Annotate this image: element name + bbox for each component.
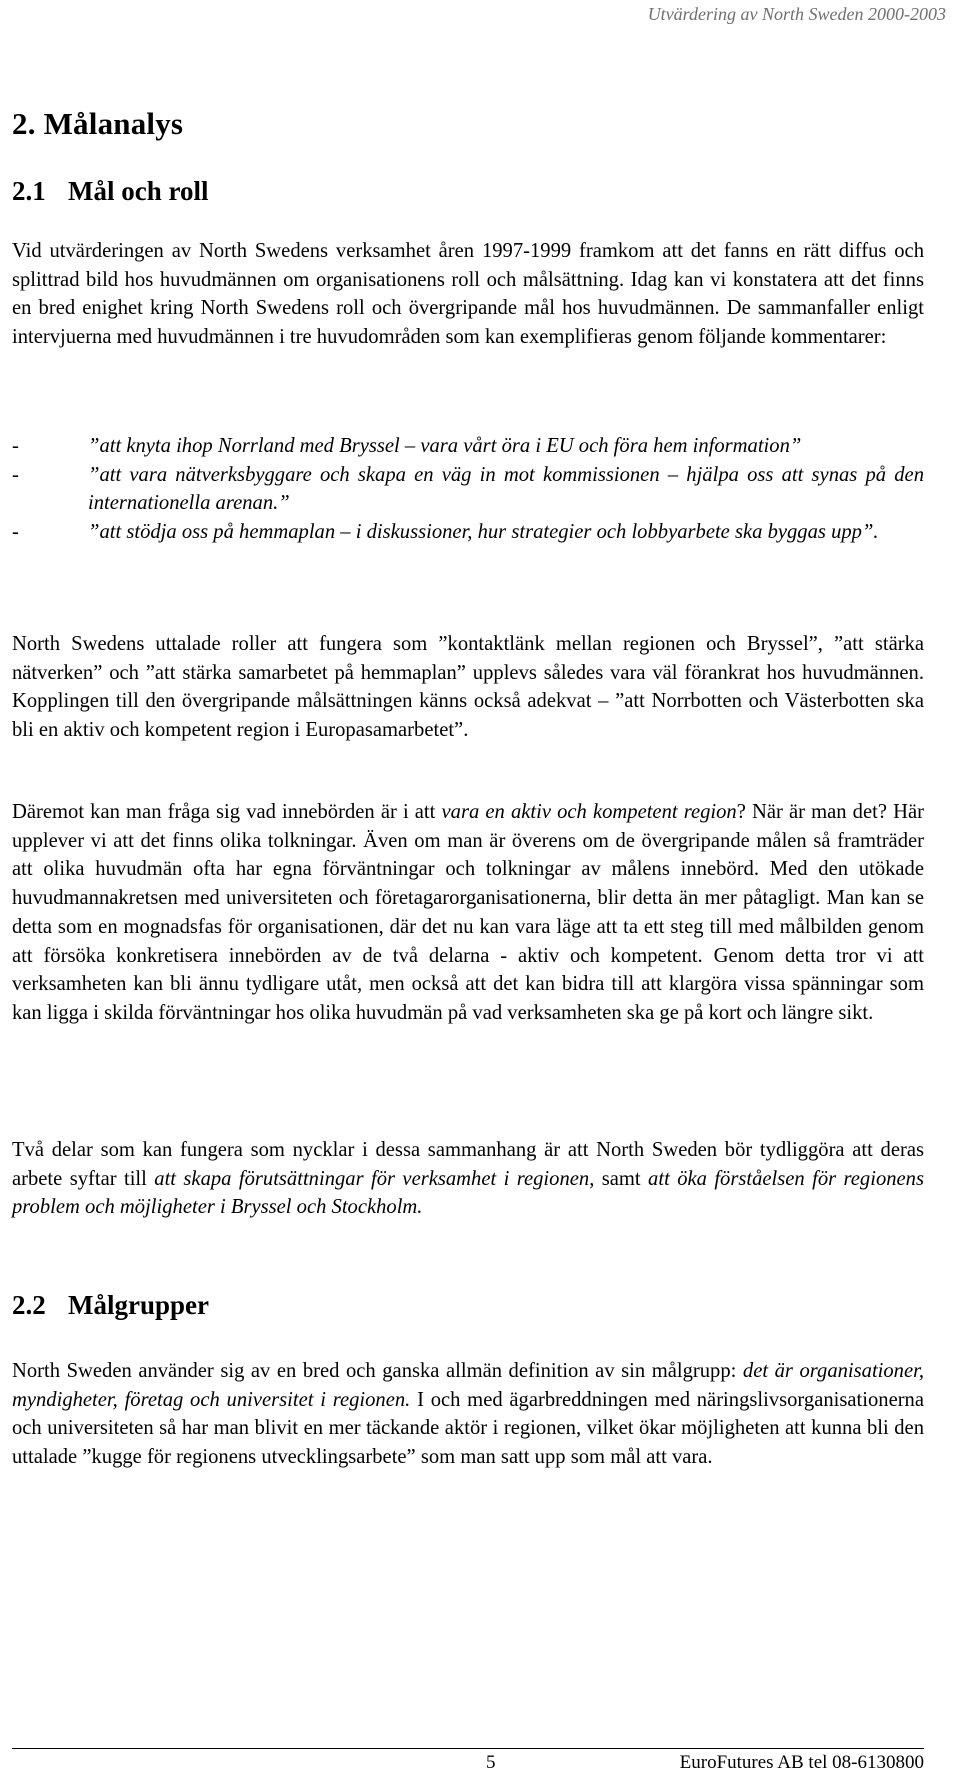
roles-paragraph: North Swedens uttalade roller att fungera som ”kontaktlänk mellan regionen och Bryssel”, ”att stärka nätverken” och ”att stärka samarbetet på hemmaplan” upplevs således vara väl förankrat hos huvudmännen. Kopplingen till den övergripande målsättningen känns också adekvat – ”att Norrbotten och Västerbotten ska bli en aktiv och kompetent region i Europasamarbetet”. bbox=[12, 633, 924, 742]
quote-text: ”att knyta ihop Norrland med Bryssel – vara vårt öra i EU och föra hem information” bbox=[88, 435, 802, 457]
quote-item: - ”att knyta ihop Norrland med Bryssel – vara vårt öra i EU och föra hem information” bbox=[12, 435, 802, 457]
section-number: 2.2 bbox=[12, 1290, 46, 1320]
quote-text: ”att vara nätverksbyggare och skapa en väg in mot kommissionen – hjälpa oss att synas på den internationella arenan.” bbox=[88, 463, 924, 515]
keys-paragraph: Två delar som kan fungera som nycklar i dessa sammanhang är att North Sweden bör tydliggöra att deras arbete syftar till att skapa förutsättningar för verksamhet i regionen, samt att öka förståelsen för regionens problem och möjligheter i Bryssel och Stockholm. bbox=[12, 1139, 924, 1219]
quote-list bbox=[12, 432, 924, 547]
quote-text: ”att stödja oss på hemmaplan – i diskussioner, hur strategier och lobbyarbete ska byggas upp”. bbox=[88, 521, 879, 544]
quote-item: - ”att vara nätverksbyggare och skapa en väg in mot kommissionen – hjälpa oss att synas på den internationella arenan.” bbox=[12, 463, 924, 515]
section-heading-2-2 bbox=[12, 1290, 209, 1321]
emphasis: det är organisationer, myndigheter, företag och universitet i regionen. bbox=[12, 1360, 924, 1411]
section-heading-2-1 bbox=[12, 176, 208, 207]
section-title: Målgrupper bbox=[68, 1290, 209, 1320]
section-title: Mål och roll bbox=[68, 176, 209, 206]
section-number: 2.1 bbox=[12, 176, 46, 206]
intro-paragraph: Vid utvärderingen av North Swedens verksamhet åren 1997-1999 framkom att det fanns en rätt diffus och splittrad bild hos huvudmännen om organisationens roll och målsättning. Idag kan vi konstatera att det finns en bred enighet kring North Swedens roll och övergripande mål hos huvudmännen. De sammanfaller enligt intervjuerna med huvudmännen i tre huvudområden som kan exemplifieras genom följande kommentarer: bbox=[12, 240, 924, 349]
footer-divider bbox=[12, 1748, 924, 1749]
chapter-heading: 2. Målanalys bbox=[12, 106, 184, 141]
emphasis: vara en aktiv och kompetent region bbox=[441, 801, 737, 823]
quote-item: - ”att stödja oss på hemmaplan – i diskussioner, hur strategier och lobbyarbete ska byggas upp”. bbox=[12, 521, 879, 544]
page-number: 5 bbox=[486, 1752, 496, 1773]
emphasis: att öka förståelsen för regionens problem och möjligheter i Bryssel och Stockholm. bbox=[12, 1167, 924, 1219]
footer-contact: EuroFutures AB tel 08-6130800 bbox=[679, 1752, 924, 1773]
emphasis: att skapa förutsättningar för verksamhet i regionen bbox=[154, 1167, 590, 1190]
interpretation-paragraph: Däremot kan man fråga sig vad innebörden är i att vara en aktiv och kompetent region? När är man det? Här upplever vi att det finns olika tolkningar. Även om man är överens om de övergripande målen så framträder att olika huvudmän ofta har egna förväntningar och tolkningar av målens innebörd. Med den utökade huvudmannakretsen med universiteten och företagarorganisationerna, blir detta än mer påtagligt. Man kan se detta som en mognadsfas för organisationen, där det nu kan vara läge att ta ett steg till med målbilden genom att försöka konkretisera innebörden av de två delarna - aktiv och kompetent. Genom detta tror vi att verksamheten kan bli ännu tydligare utåt, men också att det kan bidra till att klargöra vissa spänningar som kan ligga i skilda förväntningar hos olika huvudmän på vad verksamheten ska ge på kort och längre sikt. bbox=[12, 801, 924, 1024]
running-header: Utvärdering av North Sweden 2000-2003 bbox=[647, 4, 946, 24]
target-group-paragraph: North Sweden använder sig av en bred och ganska allmän definition av sin målgrupp: det är organisationer, myndigheter, företag och universitet i regionen. I och med ägarbreddningen med näringslivsorganisationerna och universiteten så har man blivit en mer täckande aktör i regionen, vilket ökar möjligheten att kunna bli den uttalade ”kugge för regionens utvecklingsarbete” som man satt upp som mål att vara. bbox=[12, 1360, 924, 1469]
